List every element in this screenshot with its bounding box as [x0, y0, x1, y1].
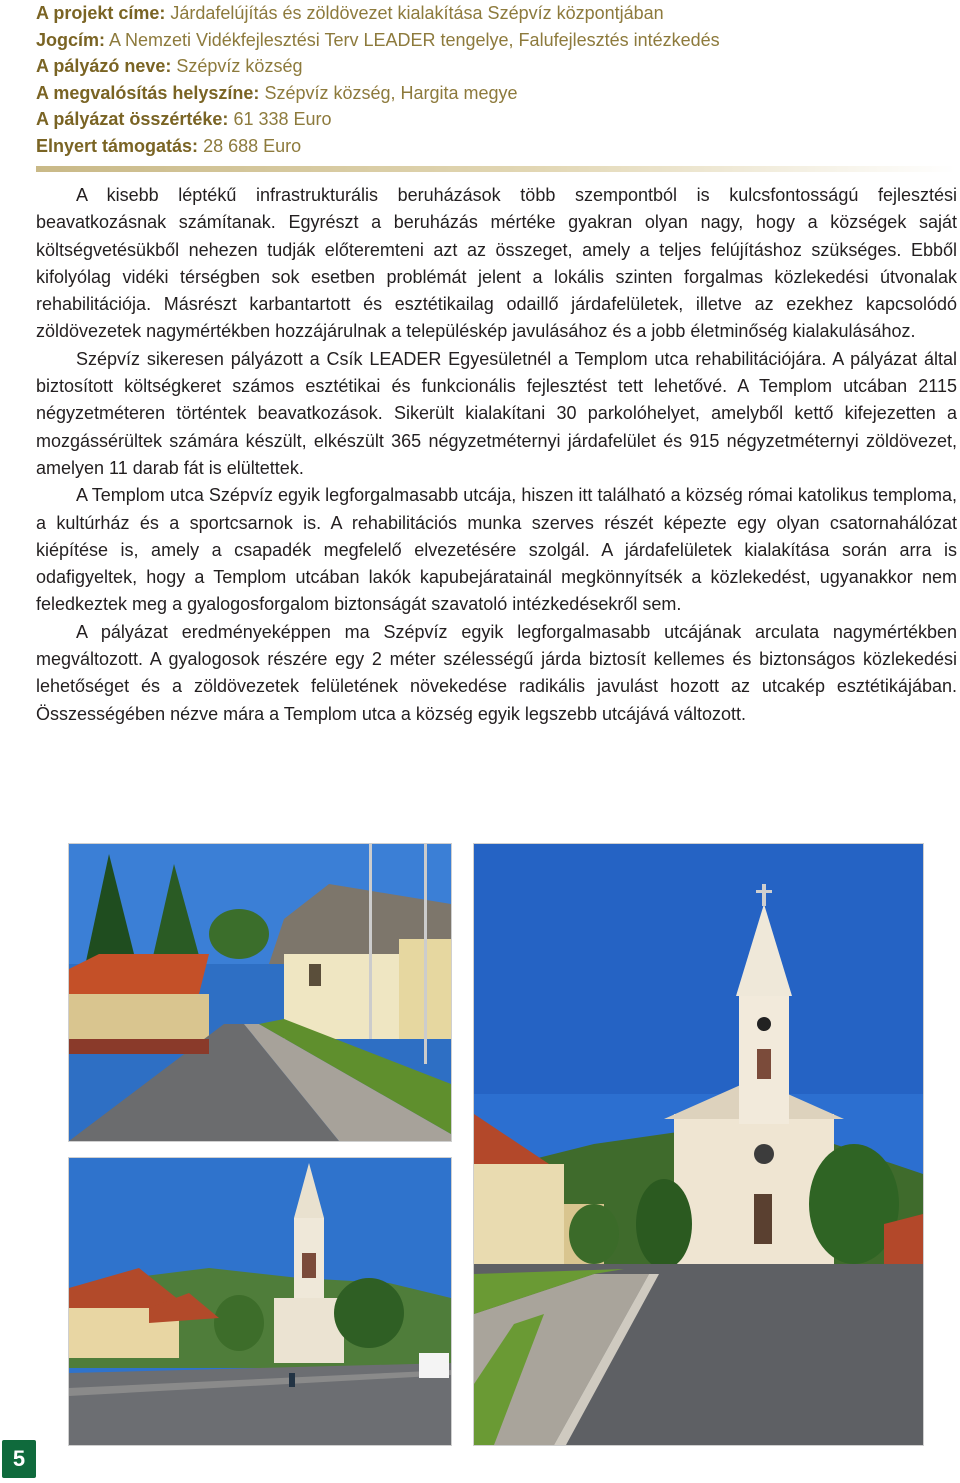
paragraph: A Templom utca Szépvíz egyik legforgalmasabb utcája, hiszen itt található a község római katolikus temploma, a kultúrház és a sportcsarnok is. A rehabilitációs munka szerves részét képezte egy olyan csatornahálózat kiépítése is, amely a csapadék megfelelő elvezetésére szolgál. A járdafelületek kialakítása során arra is odafigyeltek, hogy a Templom utcában lakók kapubejáratainál megkönnyítsék a közlekedést, ugyanakkor nem feledkeztek meg a gyalogosforgalom biztonságát szavatoló intézkedésekről sem. [36, 485, 957, 615]
photo-church-street [473, 843, 924, 1446]
header-line-grant: Elnyert támogatás: 28 688 Euro [36, 135, 302, 156]
paragraph: A kisebb léptékű infrastrukturális beruházások több szempontból is kulcsfontosságú fejlesztési beavatkozásnak számítanak. Egyrészt a beruházás mértéke gyakran olyan nagy, hogy a községek saját költségvetésükből nehezen tudják előteremteni azt az összeget, amely a teljes felújításhoz szükséges. Ebből kifolyólag vidéki térségben sok esetben problémát jelent a lokális szinten forgalmas közlekedési útvonalak rehabilitációja. Másrészt karbantartott és esztétikailag odaillő járdafelületek, illetve az ezekhez kapcsolódó zöldövezetek nagymértékben hozzájárulnak a településkép javulásához és a jobb életminőség kialakulásához. [36, 185, 957, 342]
photo-street-sidewalk [68, 843, 452, 1142]
photo-church-distance [68, 1157, 452, 1446]
paragraph: A pályázat eredményeképpen ma Szépvíz egyik legforgalmasabb utcájának arculata nagymértékben megváltozott. A gyalogosok részére egy 2 méter szélességű járda biztosít kellemes és biztonságos közlekedési lehetőséget és a zöldövezetek felületének növekedése radikális javulást hozott az utcakép esztétikájában. Összességében nézve mára a Templom utca a község egyik legszebb utcájává változott. [36, 621, 957, 724]
header-line-location: A megvalósítás helyszíne: Szépvíz község, Hargita megye [36, 82, 518, 103]
header-line-title: A projekt címe: Járdafelújítás és zöldövezet kialakítása Szépvíz központjában [36, 3, 664, 23]
article-body [36, 182, 957, 728]
header-line-total-value: A pályázat összértéke: 61 338 Euro [36, 109, 332, 129]
project-header [36, 0, 936, 159]
paragraph: Szépvíz sikeresen pályázott a Csík LEADER Egyesületnél a Templom utca rehabilitációjára. A pályázat által biztosított költségkeret számos esztétikai és funkcionális fejlesztést tett lehetővé. A Templom utcában 2115 négyzetméteren történtek beavatkozások. Sikerült kialakítani 30 parkolóhelyet, amelyből kettő kifejezetten a mozgássérültek számára készült, elkészült 365 négyzetméternyi járdafelület és 915 négyzetméternyi zöldövezet, amelyen 11 darab fát is elültettek. [36, 348, 957, 478]
page-number-badge: 5 [2, 1440, 36, 1478]
header-line-applicant: A pályázó neve: Szépvíz község [36, 56, 303, 76]
header-line-legal-basis: Jogcím: A Nemzeti Vidékfejlesztési Terv LEADER tengelye, Falufejlesztés intézkedés [36, 29, 720, 50]
header-divider [36, 166, 956, 172]
